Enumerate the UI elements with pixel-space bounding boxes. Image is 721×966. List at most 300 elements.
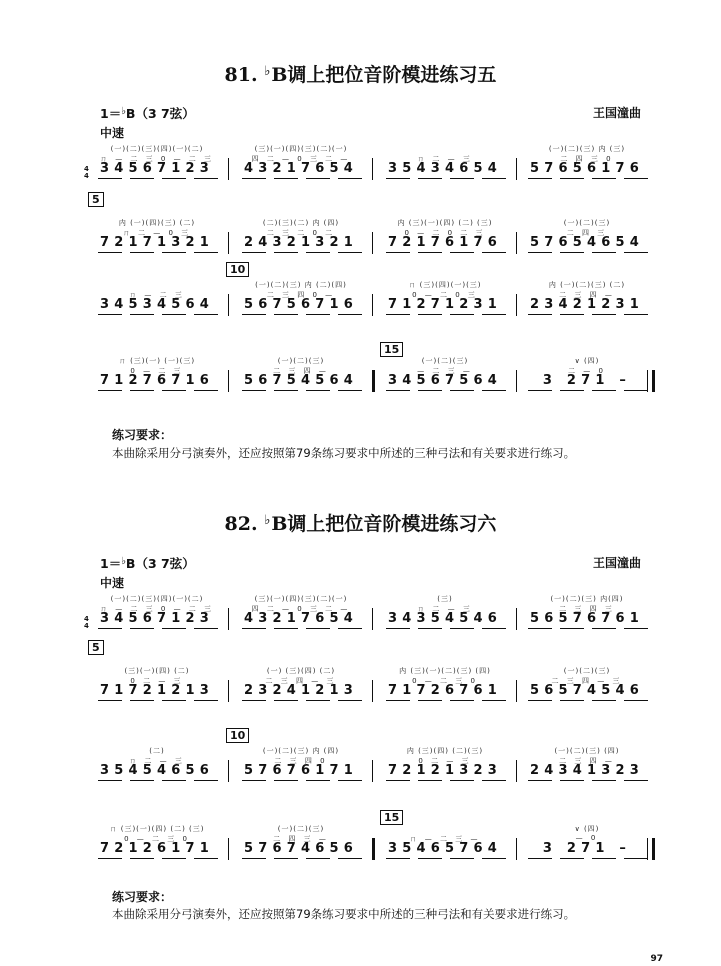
key-flat: ♭ [121,106,126,117]
beam-line [274,390,298,391]
beam-line [242,252,266,253]
beam-line [482,178,506,179]
beam-line [274,858,298,859]
beam-line [624,780,648,781]
fingering-marks: (一)(二)(三) 内(四) [550,595,624,603]
measure [232,340,370,400]
key-signature [100,104,195,122]
string-marks: ㄇ 二 — 三 [417,605,473,613]
time-sig-bottom: 4 [84,172,89,180]
beam-line [98,628,122,629]
beam-line [482,700,506,701]
final-barline [652,838,655,860]
beam-line [592,178,616,179]
barline [228,370,229,392]
staff-row [88,641,658,710]
beam-line [162,628,186,629]
measure [376,578,514,638]
beam-line [418,314,442,315]
time-sig-top: 4 [84,165,89,173]
staff-row [84,578,658,638]
fingering-marks: 内 (一)(二)(三) (二) [548,281,626,289]
beam-line [242,628,266,629]
beam-line [242,390,266,391]
beam-line [274,314,298,315]
beam-line [528,314,552,315]
note-numbers: 43217654 [244,611,358,626]
measure [518,128,656,188]
beam-line [528,858,552,859]
string-marks: — 0 [575,834,599,842]
note-numbers: 35434654 [388,161,502,176]
note-numbers: 71276716 [100,373,214,388]
note-numbers: 34534564 [100,297,214,312]
beam-line [450,628,474,629]
title-text: B调上把位音阶模进练习六 [271,513,497,535]
key-flat: ♭ [121,556,126,567]
staff-row [88,340,658,400]
fingering-marks: (三)(一)(四)(三)(二)(一) [254,145,348,153]
beam-line [306,178,330,179]
beam-line [130,314,154,315]
beam-line [418,390,442,391]
string-marks: 二 四 三 [566,229,608,237]
beam-line [162,700,186,701]
fingering-marks: (一)(二)(三) 内 (二)(四) [255,281,347,289]
beam-line [592,390,616,391]
beam-line [162,314,186,315]
beam-line [242,314,266,315]
beam-line [528,780,552,781]
beam-line [130,390,154,391]
page-number: 97 [650,954,663,964]
note-numbers: 34567564 [388,373,502,388]
note-numbers: 34354546 [388,611,502,626]
string-marks: — 二 三 — [417,367,473,375]
measure [88,202,226,262]
beam-line [528,178,552,179]
beam-line [418,628,442,629]
staff-row [88,808,658,868]
rehearsal-number: 5 [88,192,104,207]
beam-line [624,314,648,315]
measure [88,650,226,710]
key-prefix: 1＝ [100,556,122,571]
time-sig-bottom: 4 [84,622,89,630]
barline [228,232,229,254]
beam-line [528,628,552,629]
beam-line [274,700,298,701]
beam-line [194,178,218,179]
beam-line [98,858,122,859]
fingering-marks: (一)(二)(三) 内 (三) [548,145,626,153]
beam-line [560,390,584,391]
beam-line [418,178,442,179]
fingering-marks: ㄇ (三)(一) (一)(三) [118,357,196,365]
beam-line [482,628,506,629]
beam-line [386,780,410,781]
fingering-marks: (一)(二)(三)(四)(一)(二) [110,145,204,153]
beam-line [242,178,266,179]
note-numbers: 71721213 [100,683,214,698]
beam-line [98,252,122,253]
beam-line [386,314,410,315]
beam-line [274,780,298,781]
beam-line [98,780,122,781]
composer: 王国潼曲 [592,106,641,120]
requirements-label: 练习要求： [112,428,173,442]
note-numbers: 23241213 [244,683,358,698]
title-text: B调上把位音阶模进练习五 [271,64,497,86]
fingering-marks: (二) [149,747,165,755]
beam-line [306,252,330,253]
final-barline-thin [647,838,648,860]
fingering-marks: (一)(二)(三) (四) [554,747,620,755]
beam-line [482,780,506,781]
beam-line [386,252,410,253]
fingering-marks: 内 (三)(四) (二)(三) [406,747,484,755]
beam-line [162,780,186,781]
barline [372,608,373,630]
beam-line [338,780,362,781]
staff-row [88,193,658,262]
note-numbers: 56574546 [530,683,644,698]
requirements-text: 本曲除采用分弓演奏外，还应按照第79条练习要求中所述的三种弓法和有关要求进行练习。 [112,907,576,921]
beam-line [560,780,584,781]
beam-line [592,628,616,629]
tempo-marking: 中速 [100,126,125,140]
measure [88,128,226,188]
beam-line [386,700,410,701]
beam-line [194,390,218,391]
string-marks: 0 二 — 三 [418,757,472,765]
string-marks: 二 三 四 0 — [266,291,336,299]
measure [518,578,656,638]
measure [518,650,656,710]
barline [228,294,229,316]
beam-line [338,252,362,253]
note-numbers: 57674656 [244,841,358,856]
measure [376,202,514,262]
barline [372,294,373,316]
measure [232,264,370,324]
note-numbers: 72126171 [100,841,214,856]
note-numbers: 56576761 [530,611,644,626]
note-numbers: 35454656 [100,763,214,778]
measure [376,808,514,868]
piece-number: 81. [224,64,258,86]
beam-line [306,390,330,391]
piece-title [0,509,721,536]
string-marks: ㄇ 二 — 三 [417,155,473,163]
beam-line [98,314,122,315]
fingering-marks: ∨ (四) [574,825,600,833]
barline [372,232,373,254]
beam-line [418,700,442,701]
beam-line [450,858,474,859]
fingering-marks: (一)(二)(三) [563,219,611,227]
measure [518,340,656,400]
beam-line [418,780,442,781]
fingering-marks: (二)(三)(二) 内 (四) [262,219,340,227]
fingering-marks: 内 (一)(四)(三) (二) [118,219,196,227]
beam-line [624,252,648,253]
measure [518,808,656,868]
note-numbers: 23421231 [530,297,644,312]
beam-line [338,628,362,629]
note-numbers: 34567123 [100,611,214,626]
beam-line [482,252,506,253]
fingering-marks: 内 (三)(一)(二)(三) (四) [399,667,491,675]
beam-line [450,314,474,315]
string-marks: 二 三 四 0 [274,757,328,765]
beam-line [194,628,218,629]
beam-line [194,314,218,315]
key-rest: B（3 7弦） [125,106,195,121]
fingering-marks: (一)(二)(三)(四)(一)(二) [110,595,204,603]
beam-line [194,700,218,701]
fingering-marks: (一)(二)(三) [277,825,325,833]
string-marks: 二 四 三 — [273,835,329,843]
string-marks: 0 二 — 三 [130,677,184,685]
note-numbers: 24341323 [530,763,644,778]
beam-line [162,858,186,859]
staff-row [84,128,658,188]
beam-line [306,314,330,315]
beam-line [386,858,410,859]
string-marks: 0 — 二 三 [130,367,184,375]
note-numbers: 35465764 [388,841,502,856]
measure [88,340,226,400]
composer: 王国潼曲 [592,556,641,570]
measure [518,264,656,324]
beam-line [624,628,648,629]
beam-line [194,858,218,859]
string-marks: ㄇ 二 — 0 三 [122,229,192,237]
beam-line [528,390,552,391]
string-marks: 二 — 0 [568,367,606,375]
note-numbers: 72171321 [100,235,214,250]
piece-number: 82. [224,513,258,535]
fingering-marks: (三)(一)(四)(三)(二)(一) [254,595,348,603]
beam-line [98,178,122,179]
flat-sign: ♭ [264,513,271,528]
beam-line [450,178,474,179]
beam-line [306,858,330,859]
fingering-marks: (三)(一)(四) (二) [124,667,190,675]
measure [88,808,226,868]
staff-row [88,730,658,790]
beam-line [482,390,506,391]
beam-line [338,858,362,859]
piece-title [0,60,721,87]
measure [518,202,656,262]
beam-line [242,858,266,859]
beam-line [386,390,410,391]
fingering-marks: ∨ (四) [574,357,600,365]
beam-line [528,700,552,701]
beam-line [306,700,330,701]
note-numbers: 56754564 [244,373,358,388]
beam-line [560,700,584,701]
beam-line [98,700,122,701]
beam-line [624,700,648,701]
note-numbers: 57654654 [530,235,644,250]
measure [232,650,370,710]
measure [88,264,226,324]
barline [228,680,229,702]
beam-line [306,780,330,781]
note-numbers: 71271231 [388,297,502,312]
measure [376,650,514,710]
measure [232,808,370,868]
fingering-marks: (一)(二)(三) 内 (四) [262,747,340,755]
string-marks: 0 — 二 三 0 [412,677,478,685]
string-marks: 0 — 二 0 三 [412,291,478,299]
note-numbers: 71726761 [388,683,502,698]
beam-line [98,390,122,391]
beam-line [624,858,648,859]
beam-line [528,252,552,253]
requirements-text: 本曲除采用分弓演奏外，还应按照第79条练习要求中所述的三种弓法和有关要求进行练习。 [112,446,576,460]
repeat-barline [372,370,375,392]
measure [232,202,370,262]
key-rest: B（3 7弦） [125,556,195,571]
note-numbers: 72121323 [388,763,502,778]
beam-line [162,252,186,253]
string-marks: 二 三 四 — [559,291,615,299]
beam-line [242,700,266,701]
time-sig-top: 4 [84,615,89,623]
beam-line [450,390,474,391]
note-numbers: 72176176 [388,235,502,250]
string-marks: 二 三 四 — [273,367,329,375]
beam-line [624,178,648,179]
beam-line [162,390,186,391]
beam-line [130,780,154,781]
beam-line [130,858,154,859]
beam-line [162,178,186,179]
beam-line [418,858,442,859]
string-marks: 二 三 四 三 [559,605,615,613]
beam-line [194,780,218,781]
beam-line [560,628,584,629]
barline [372,760,373,782]
key-prefix: 1＝ [100,106,122,121]
string-marks: 四 二 — 0 三 二 — [251,155,351,163]
beam-line [338,314,362,315]
beam-line [560,178,584,179]
barline [228,608,229,630]
measure [232,730,370,790]
measure [88,730,226,790]
staff-row [88,264,658,324]
barline [228,158,229,180]
beam-line [338,178,362,179]
beam-line [130,178,154,179]
string-marks: 0 — 二 三 0 [124,835,190,843]
rehearsal-number: 15 [380,810,403,825]
string-marks: 二 三 四 — 三 [551,677,623,685]
fingering-marks: (一)(二)(三) [277,357,325,365]
final-barline-thin [647,370,648,392]
note-numbers: 57676171 [244,763,358,778]
fingering-marks: (一)(二)(三) [421,357,469,365]
barline [372,680,373,702]
string-marks: 四 二 — 0 三 二 — [251,605,351,613]
beam-line [386,178,410,179]
note-numbers: 3 271 – [542,841,632,856]
string-marks: 二 三 四 — [559,757,615,765]
beam-line [130,252,154,253]
beam-line [592,314,616,315]
beam-line [560,314,584,315]
beam-line [592,858,616,859]
fingering-marks: ㄇ (三)(一)(四) (二) (三) [109,825,205,833]
beam-line [592,780,616,781]
note-numbers: 43217654 [244,161,358,176]
string-marks: ㄇ 二 — 三 [129,757,185,765]
string-marks: 0 — 二 0 二 三 [404,229,486,237]
beam-line [274,252,298,253]
beam-line [130,700,154,701]
string-marks: ㄇ — 二 三 0 — 二 三 [99,155,215,163]
beam-line [194,252,218,253]
beam-line [624,390,648,391]
final-barline [652,370,655,392]
fingering-marks: ㄇ (三)(四)(一)(三) [408,281,482,289]
measure [376,340,514,400]
note-numbers: 3 271 – [542,373,632,388]
beam-line [274,178,298,179]
beam-line [592,700,616,701]
string-marks: 二 三 二 0 二 [266,229,336,237]
measure [376,128,514,188]
beam-line [450,252,474,253]
key-signature [100,554,195,572]
measure [376,264,514,324]
rehearsal-number: 10 [226,728,249,743]
barline [228,838,229,860]
beam-line [242,780,266,781]
rehearsal-number: 10 [226,262,249,277]
beam-line [450,780,474,781]
beam-line [592,252,616,253]
beam-line [560,858,584,859]
beam-line [386,628,410,629]
string-marks: 二 三 四 — 三 [265,677,337,685]
note-numbers: 57656176 [530,161,644,176]
note-numbers: 34567123 [100,161,214,176]
repeat-barline [372,838,375,860]
beam-line [306,628,330,629]
string-marks: 二 四 三 0 [560,155,614,163]
measure [88,578,226,638]
beam-line [338,700,362,701]
string-marks: ㄇ — 二 三 0 — 二 三 [99,605,215,613]
fingering-marks: (一)(二)(三) [563,667,611,675]
fingering-marks: (三) [437,595,453,603]
measure [376,730,514,790]
string-marks: ㄇ — 二 三 — [409,835,481,843]
measure [518,730,656,790]
beam-line [450,700,474,701]
beam-line [560,252,584,253]
beam-line [418,252,442,253]
barline [228,760,229,782]
beam-line [274,628,298,629]
note-numbers: 24321321 [244,235,358,250]
